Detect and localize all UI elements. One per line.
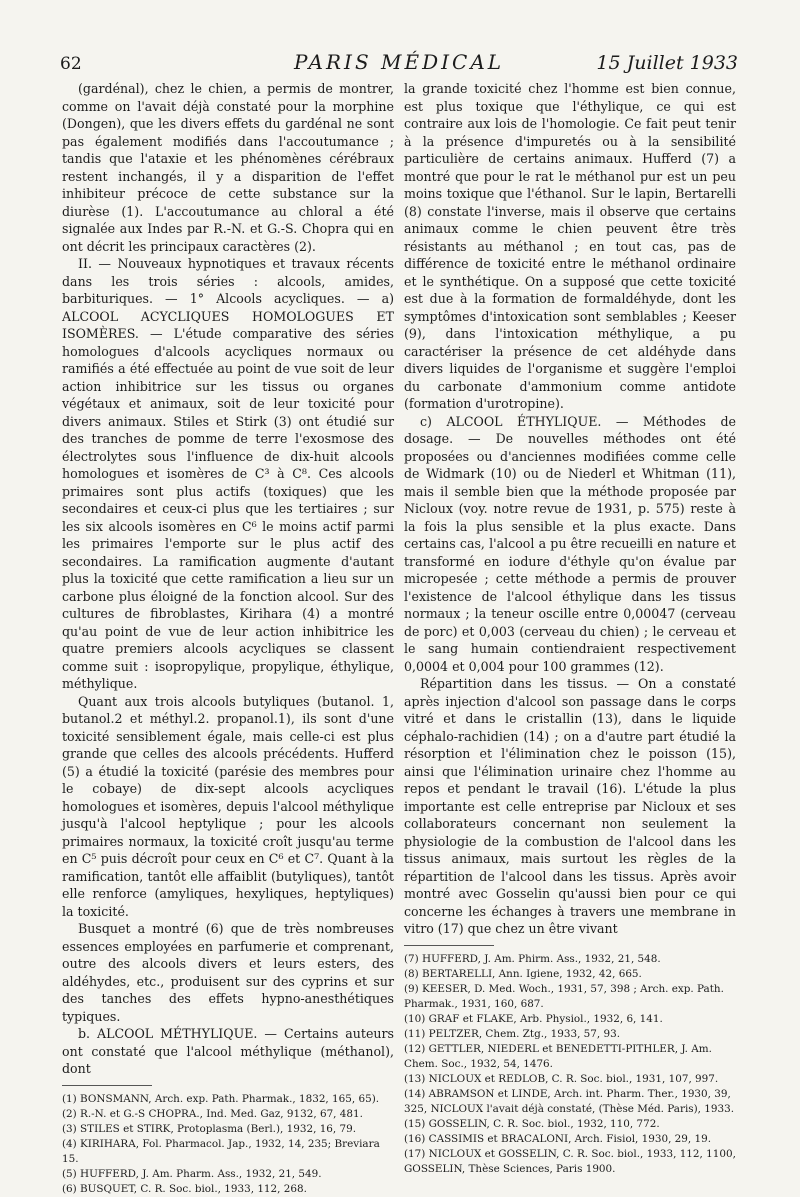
- footnotes: [62, 1092, 394, 1197]
- footnote: (15) GOSSELIN, C. R. Soc. biol., 1932, 110, 772.: [404, 1117, 660, 1130]
- paragraph: Quant aux trois alcools butyliques (butanol. 1, butanol.2 et méthyl.2. propanol.1), ils sont d'une toxicité sensiblement égale, mais celle-ci est plus grande que celles des alcools précédents. Hufferd (5) a étudié la toxicité (parésie des membres pour le cobaye) de dix-sept alcools acycliques homologues et isomères, depuis l'alcool méthylique jusqu'à l'alcool heptylique ; pour les alcools primaires normaux, la toxicité croît jusqu'au terme en C⁵ puis décroît pour ceux en C⁶ et C⁷. Quant à la ramification, tantôt elle affaiblit (butyliques), tantôt elle renforce (amyliques, hexyliques, heptyliques) la toxicité.: [62, 693, 394, 919]
- paragraph: c) ALCOOL ÉTHYLIQUE. — Méthodes de dosage. — De nouvelles méthodes ont été proposées ou d'anciennes modifiées comme celle de Widmark (10) ou de Niederl et Whitman (11), mais il semble bien que la méthode proposée par Nicloux (voy. notre revue de 1931, p. 575) reste à la fois la plus sensible et la plus exacte. Dans certains cas, l'alcool a pu être recueilli en nature et transformé en iodure d'éthyle qu'on évalue par micropesée ; cette méthode a permis de prouver l'existence de l'alcool éthylique dans les tissus normaux ; la teneur oscille entre 0,00047 (cerveau de porc) et 0,003 (cerveau du chien) ; le cerveau et le sang humain contiendraient respectivement 0,0004 et 0,004 pour 100 grammes (12).: [404, 413, 736, 674]
- footnote: (6) BUSQUET, C. R. Soc. biol., 1933, 112, 268.: [62, 1182, 307, 1195]
- footnote: (9) KEESER, D. Med. Woch., 1931, 57, 398 ; Arch. exp. Path. Pharmak., 1931, 160, 687.: [404, 982, 724, 1010]
- footnotes: [404, 952, 736, 1177]
- footnote: (12) GETTLER, NIEDERL et BENEDETTI-PITHLER, J. Am. Chem. Soc., 1932, 54, 1476.: [404, 1042, 712, 1070]
- page-number: 62: [60, 54, 82, 74]
- issue-date: 15 Juillet 1933: [596, 52, 738, 74]
- footnote: (3) STILES et STIRK, Protoplasma (Berl.), 1932, 16, 79.: [62, 1122, 357, 1135]
- right-column: [404, 80, 736, 1177]
- footnote-divider: [404, 945, 494, 946]
- footnote: (5) HUFFERD, J. Am. Pharm. Ass., 1932, 21, 549.: [62, 1167, 322, 1180]
- running-header: [60, 50, 738, 82]
- footnote: (2) R.-N. et G.-S CHOPRA., Ind. Med. Gaz, 9132, 67, 481.: [62, 1107, 363, 1120]
- paragraph: la grande toxicité chez l'homme est bien connue, est plus toxique que l'éthylique, ce qui est contraire aux lois de l'homologie. Ce fait peut tenir à la présence d'impuretés ou à la sensibilité particulière de certains animaux. Hufferd (7) a montré que pour le rat le méthanol pur est un peu moins toxique que l'éthanol. Sur le lapin, Bertarelli (8) constate l'inverse, mais il observe que certains animaux comme le chien peuvent être très résistants au méthanol ; en tout cas, pas de différence de toxicité entre le méthanol ordinaire et le synthétique. On a supposé que cette toxicité est due à la formation de formaldéhyde, dont les symptômes d'intoxication sont semblables ; Keeser (9), dans l'intoxication méthylique, a pu caractériser la présence de cet aldéhyde dans divers liquides de l'organisme et suggère l'emploi du carbonate d'ammonium comme antidote (formation d'urotropine).: [404, 81, 736, 411]
- paragraph: Busquet a montré (6) que de très nombreuses essences employées en parfumerie et comprenant, outre des alcools divers et leurs esters, des aldéhydes, etc., produisent sur des cyprins et sur des tanches des effets hypno-anesthétiques typiques.: [62, 921, 394, 1024]
- footnote: (13) NICLOUX et REDLOB, C. R. Soc. biol., 1931, 107, 997.: [404, 1072, 719, 1085]
- footnote: (14) ABRAMSON et LINDE, Arch. int. Pharm. Ther., 1930, 39, 325, NICLOUX l'avait déjà constaté, (Thèse Méd. Paris), 1933.: [404, 1087, 735, 1115]
- footnote: (8) BERTARELLI, Ann. Igiene, 1932, 42, 665.: [404, 967, 642, 980]
- footnote: (10) GRAF et FLAKE, Arb. Physiol., 1932, 6, 141.: [404, 1012, 663, 1025]
- section-heading-paragraph: II. — Nouveaux hypnotiques et travaux récents dans les trois séries : alcools, amides, barbituriques. — 1° Alcools acycliques. — a) ALCOOL ACYCLIQUES HOMOLOGUES ET ISOMÈRES. — L'étude comparative des séries homologues d'alcools acycliques normaux ou ramifiés a été effectuée au point de vue soit de leur action inhibitrice sur les tissus ou organes végétaux et animaux, soit de leur toxicité pour divers animaux. Stiles et Stirk (3) ont étudié sur des tranches de pomme de terre l'exosmose des électrolytes sous l'influence de dix-huit alcools homologues et isomères de C³ à C⁸. Ces alcools primaires sont plus actifs (toxiques) que les secondaires et ceux-ci plus que les tertiaires ; sur les six alcools isomères en C⁶ le moins actif parmi les primaires l'emporte sur le plus actif des secondaires. La ramification augmente d'autant plus la toxicité que cette ramification a lieu sur un carbone plus éloigné de la fonction alcool. Sur des cultures de fibroblastes, Kirihara (4) a montré qu'au point de vue de leur action inhibitrice les quatre premiers alcools acycliques se classent comme suit : isopropylique, propylique, éthylique, méthylique.: [62, 256, 394, 691]
- paragraph: b. ALCOOL MÉTHYLIQUE. — Certains auteurs ont constaté que l'alcool méthylique (méthanol), dont: [62, 1026, 394, 1076]
- paragraph: (gardénal), chez le chien, a permis de montrer, comme on l'avait déjà constaté pour la morphine (Dongen), que les divers effets du gardénal ne sont pas également modifiés dans l'accoutumance ; tandis que l'ataxie et les phénomènes cérébraux restent inchangés, il y a disparition de l'effet inhibiteur précoce de cette substance sur la diurèse (1). L'accoutumance au chloral a été signalée aux Indes par R.-N. et G.-S. Chopra qui en ont décrit les principaux caractères (2).: [62, 81, 394, 254]
- footnote: (17) NICLOUX et GOSSELIN, C. R. Soc. biol., 1933, 112, 1100, GOSSELIN, Thèse Sciences, Paris 1900.: [404, 1147, 736, 1175]
- left-column: [62, 80, 394, 1197]
- journal-title: PARIS MÉDICAL: [293, 50, 505, 74]
- footnote: (4) KIRIHARA, Fol. Pharmacol. Jap., 1932, 14, 235; Breviara 15.: [62, 1137, 380, 1165]
- paragraph: Répartition dans les tissus. — On a constaté après injection d'alcool son passage dans le corps vitré et dans le cristallin (13), dans le liquide céphalo-rachidien (14) ; on a d'autre part étudié la résorption et l'élimination chez le poisson (15), ainsi que l'élimination urinaire chez l'homme au repos et pendant le travail (16). L'étude la plus importante est celle entreprise par Nicloux et ses collaborateurs concernant non seulement la physiologie de la combustion de l'alcool dans les tissus animaux, mais surtout les règles de la répartition de l'alcool dans les tissus. Après avoir montré avec Gosselin qu'aussi bien pour ce qui concerne les échanges à travers une membrane in vitro (17) que chez un être vivant: [404, 676, 736, 936]
- footnote: (11) PELTZER, Chem. Ztg., 1933, 57, 93.: [404, 1027, 621, 1040]
- footnote: (7) HUFFERD, J. Am. Phirm. Ass., 1932, 21, 548.: [404, 952, 661, 965]
- footnote: (16) CASSIMIS et BRACALONI, Arch. Fisiol, 1930, 29, 19.: [404, 1132, 712, 1145]
- footnote: (1) BONSMANN, Arch. exp. Path. Pharmak., 1832, 165, 65).: [62, 1092, 380, 1105]
- footnote-divider: [62, 1085, 152, 1086]
